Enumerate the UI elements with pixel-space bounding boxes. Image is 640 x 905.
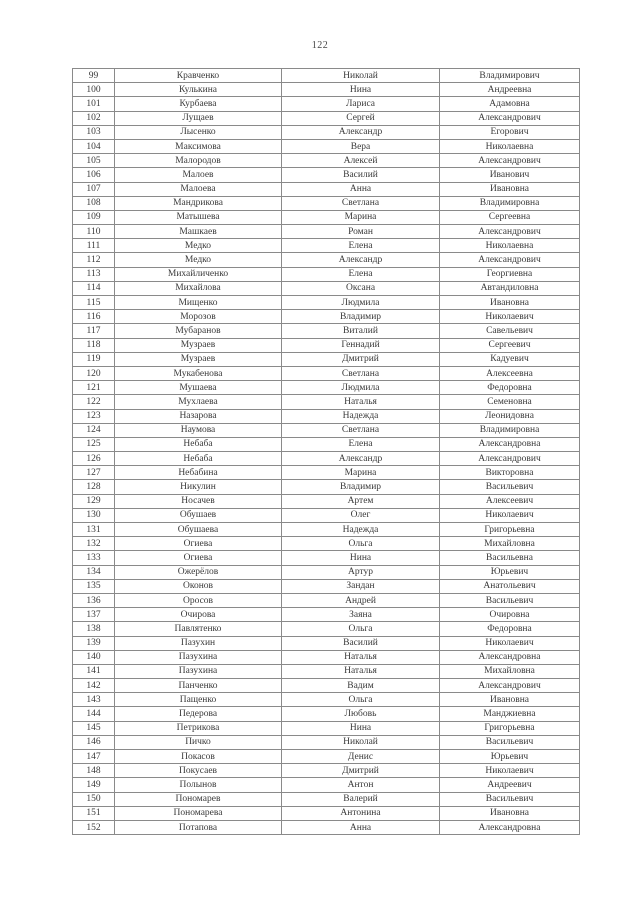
first-name-cell: Светлана	[282, 423, 440, 437]
row-number-cell: 119	[73, 352, 115, 366]
last-name-cell: Пазухина	[115, 664, 282, 678]
last-name-cell: Пазухин	[115, 636, 282, 650]
last-name-cell: Оросов	[115, 593, 282, 607]
first-name-cell: Артем	[282, 494, 440, 508]
row-number-cell: 143	[73, 693, 115, 707]
table-row	[73, 452, 580, 466]
table-row	[73, 750, 580, 764]
patronymic-cell: Васильевич	[440, 480, 580, 494]
first-name-cell: Василий	[282, 168, 440, 182]
table-row	[73, 622, 580, 636]
first-name-cell: Марина	[282, 466, 440, 480]
patronymic-cell: Федоровна	[440, 622, 580, 636]
table-row	[73, 281, 580, 295]
first-name-cell: Надежда	[282, 409, 440, 423]
first-name-cell: Нина	[282, 551, 440, 565]
table-row	[73, 480, 580, 494]
last-name-cell: Мубаранов	[115, 324, 282, 338]
first-name-cell: Алексей	[282, 154, 440, 168]
table-row	[73, 296, 580, 310]
patronymic-cell: Анатольевич	[440, 579, 580, 593]
row-number-cell: 126	[73, 452, 115, 466]
table-row	[73, 225, 580, 239]
patronymic-cell: Васильевна	[440, 551, 580, 565]
first-name-cell: Андрей	[282, 593, 440, 607]
table-row	[73, 437, 580, 451]
row-number-cell: 134	[73, 565, 115, 579]
patronymic-cell: Александрович	[440, 452, 580, 466]
row-number-cell: 128	[73, 480, 115, 494]
first-name-cell: Вадим	[282, 679, 440, 693]
patronymic-cell: Николаевна	[440, 139, 580, 153]
patronymic-cell: Егорович	[440, 125, 580, 139]
row-number-cell: 148	[73, 764, 115, 778]
last-name-cell: Лысенко	[115, 125, 282, 139]
last-name-cell: Полынов	[115, 778, 282, 792]
first-name-cell: Надежда	[282, 523, 440, 537]
table-row	[73, 508, 580, 522]
table-row	[73, 423, 580, 437]
patronymic-cell: Александрович	[440, 679, 580, 693]
patronymic-cell: Сергеевич	[440, 338, 580, 352]
last-name-cell: Лущаев	[115, 111, 282, 125]
patronymic-cell: Васильевич	[440, 593, 580, 607]
last-name-cell: Пономарев	[115, 792, 282, 806]
row-number-cell: 141	[73, 664, 115, 678]
first-name-cell: Светлана	[282, 196, 440, 210]
table-row	[73, 253, 580, 267]
last-name-cell: Морозов	[115, 310, 282, 324]
first-name-cell: Лариса	[282, 97, 440, 111]
patronymic-cell: Викторовна	[440, 466, 580, 480]
row-number-cell: 108	[73, 196, 115, 210]
table-row	[73, 565, 580, 579]
table-row	[73, 551, 580, 565]
first-name-cell: Александр	[282, 452, 440, 466]
table-row	[73, 693, 580, 707]
last-name-cell: Покусаев	[115, 764, 282, 778]
row-number-cell: 123	[73, 409, 115, 423]
table-row	[73, 111, 580, 125]
patronymic-cell: Андреевич	[440, 778, 580, 792]
last-name-cell: Музраев	[115, 338, 282, 352]
row-number-cell: 106	[73, 168, 115, 182]
last-name-cell: Мищенко	[115, 296, 282, 310]
last-name-cell: Педерова	[115, 707, 282, 721]
first-name-cell: Ольга	[282, 537, 440, 551]
last-name-cell: Медко	[115, 239, 282, 253]
table-row	[73, 778, 580, 792]
row-number-cell: 147	[73, 750, 115, 764]
first-name-cell: Антон	[282, 778, 440, 792]
row-number-cell: 132	[73, 537, 115, 551]
row-number-cell: 152	[73, 820, 115, 834]
row-number-cell: 113	[73, 267, 115, 281]
row-number-cell: 138	[73, 622, 115, 636]
table-row	[73, 239, 580, 253]
table-row	[73, 650, 580, 664]
first-name-cell: Зандан	[282, 579, 440, 593]
table-row	[73, 664, 580, 678]
first-name-cell: Александр	[282, 125, 440, 139]
table-row	[73, 182, 580, 196]
table-row	[73, 764, 580, 778]
row-number-cell: 105	[73, 154, 115, 168]
page-number: 122	[311, 40, 329, 51]
last-name-cell: Михайлова	[115, 281, 282, 295]
table-row	[73, 820, 580, 834]
last-name-cell: Очирова	[115, 608, 282, 622]
patronymic-cell: Федоровна	[440, 381, 580, 395]
row-number-cell: 101	[73, 97, 115, 111]
patronymic-cell: Кадуевич	[440, 352, 580, 366]
last-name-cell: Оконов	[115, 579, 282, 593]
row-number-cell: 125	[73, 437, 115, 451]
patronymic-cell: Владимировна	[440, 196, 580, 210]
row-number-cell: 122	[73, 395, 115, 409]
table-row	[73, 721, 580, 735]
row-number-cell: 137	[73, 608, 115, 622]
first-name-cell: Николай	[282, 69, 440, 83]
last-name-cell: Михайличенко	[115, 267, 282, 281]
row-number-cell: 127	[73, 466, 115, 480]
table-row	[73, 210, 580, 224]
first-name-cell: Виталий	[282, 324, 440, 338]
first-name-cell: Антонина	[282, 806, 440, 820]
table-row	[73, 196, 580, 210]
table-row	[73, 324, 580, 338]
patronymic-cell: Савельевич	[440, 324, 580, 338]
first-name-cell: Дмитрий	[282, 352, 440, 366]
last-name-cell: Назарова	[115, 409, 282, 423]
row-number-cell: 99	[73, 69, 115, 83]
patronymic-cell: Алексеевна	[440, 366, 580, 380]
first-name-cell: Николай	[282, 735, 440, 749]
row-number-cell: 112	[73, 253, 115, 267]
patronymic-cell: Николаевич	[440, 310, 580, 324]
table-row	[73, 310, 580, 324]
table-row	[73, 735, 580, 749]
last-name-cell: Малоева	[115, 182, 282, 196]
row-number-cell: 115	[73, 296, 115, 310]
last-name-cell: Курбаева	[115, 97, 282, 111]
patronymic-cell: Владимирович	[440, 69, 580, 83]
patronymic-cell: Автандиловна	[440, 281, 580, 295]
patronymic-cell: Владимировна	[440, 423, 580, 437]
patronymic-cell: Ивановна	[440, 182, 580, 196]
first-name-cell: Марина	[282, 210, 440, 224]
last-name-cell: Мандрикова	[115, 196, 282, 210]
first-name-cell: Светлана	[282, 366, 440, 380]
first-name-cell: Нина	[282, 83, 440, 97]
row-number-cell: 100	[73, 83, 115, 97]
row-number-cell: 104	[73, 139, 115, 153]
row-number-cell: 116	[73, 310, 115, 324]
patronymic-cell: Васильевич	[440, 792, 580, 806]
first-name-cell: Денис	[282, 750, 440, 764]
row-number-cell: 150	[73, 792, 115, 806]
last-name-cell: Панченко	[115, 679, 282, 693]
patronymic-cell: Семеновна	[440, 395, 580, 409]
last-name-cell: Мушаева	[115, 381, 282, 395]
first-name-cell: Сергей	[282, 111, 440, 125]
table-row	[73, 679, 580, 693]
table-row	[73, 366, 580, 380]
patronymic-cell: Александровна	[440, 820, 580, 834]
first-name-cell: Елена	[282, 239, 440, 253]
first-name-cell: Заяна	[282, 608, 440, 622]
first-name-cell: Нина	[282, 721, 440, 735]
first-name-cell: Наталья	[282, 395, 440, 409]
first-name-cell: Валерий	[282, 792, 440, 806]
roster-body	[73, 69, 580, 835]
last-name-cell: Мухлаева	[115, 395, 282, 409]
table-row	[73, 707, 580, 721]
row-number-cell: 103	[73, 125, 115, 139]
patronymic-cell: Александрович	[440, 154, 580, 168]
table-row	[73, 381, 580, 395]
first-name-cell: Ольга	[282, 622, 440, 636]
last-name-cell: Музраев	[115, 352, 282, 366]
patronymic-cell: Николаевич	[440, 636, 580, 650]
row-number-cell: 111	[73, 239, 115, 253]
table-row	[73, 352, 580, 366]
patronymic-cell: Григорьевна	[440, 523, 580, 537]
row-number-cell: 136	[73, 593, 115, 607]
table-row	[73, 806, 580, 820]
first-name-cell: Роман	[282, 225, 440, 239]
table-row	[73, 125, 580, 139]
last-name-cell: Малородов	[115, 154, 282, 168]
patronymic-cell: Георгиевна	[440, 267, 580, 281]
first-name-cell: Наталья	[282, 664, 440, 678]
patronymic-cell: Иванович	[440, 168, 580, 182]
row-number-cell: 120	[73, 366, 115, 380]
patronymic-cell: Сергеевна	[440, 210, 580, 224]
table-row	[73, 537, 580, 551]
patronymic-cell: Николаевна	[440, 239, 580, 253]
table-row	[73, 636, 580, 650]
row-number-cell: 140	[73, 650, 115, 664]
row-number-cell: 146	[73, 735, 115, 749]
patronymic-cell: Андреевна	[440, 83, 580, 97]
table-row	[73, 466, 580, 480]
row-number-cell: 109	[73, 210, 115, 224]
table-row	[73, 409, 580, 423]
row-number-cell: 149	[73, 778, 115, 792]
table-row	[73, 395, 580, 409]
patronymic-cell: Ивановна	[440, 806, 580, 820]
patronymic-cell: Александрович	[440, 111, 580, 125]
last-name-cell: Петрикова	[115, 721, 282, 735]
row-number-cell: 107	[73, 182, 115, 196]
last-name-cell: Пащенко	[115, 693, 282, 707]
patronymic-cell: Васильевич	[440, 735, 580, 749]
last-name-cell: Небаба	[115, 452, 282, 466]
first-name-cell: Любовь	[282, 707, 440, 721]
first-name-cell: Людмила	[282, 296, 440, 310]
row-number-cell: 130	[73, 508, 115, 522]
table-row	[73, 97, 580, 111]
row-number-cell: 133	[73, 551, 115, 565]
roster-table	[72, 68, 580, 835]
first-name-cell: Артур	[282, 565, 440, 579]
table-row	[73, 154, 580, 168]
last-name-cell: Матышева	[115, 210, 282, 224]
last-name-cell: Никулин	[115, 480, 282, 494]
last-name-cell: Максимова	[115, 139, 282, 153]
patronymic-cell: Михайловна	[440, 664, 580, 678]
row-number-cell: 135	[73, 579, 115, 593]
first-name-cell: Елена	[282, 267, 440, 281]
last-name-cell: Павлятенко	[115, 622, 282, 636]
last-name-cell: Пичко	[115, 735, 282, 749]
patronymic-cell: Ивановна	[440, 693, 580, 707]
last-name-cell: Обушаева	[115, 523, 282, 537]
first-name-cell: Анна	[282, 820, 440, 834]
row-number-cell: 144	[73, 707, 115, 721]
table-row	[73, 608, 580, 622]
first-name-cell: Оксана	[282, 281, 440, 295]
last-name-cell: Мукабенова	[115, 366, 282, 380]
first-name-cell: Владимир	[282, 480, 440, 494]
last-name-cell: Кравченко	[115, 69, 282, 83]
row-number-cell: 145	[73, 721, 115, 735]
patronymic-cell: Александровна	[440, 437, 580, 451]
row-number-cell: 139	[73, 636, 115, 650]
patronymic-cell: Михайловна	[440, 537, 580, 551]
last-name-cell: Пономарева	[115, 806, 282, 820]
table-row	[73, 523, 580, 537]
row-number-cell: 131	[73, 523, 115, 537]
patronymic-cell: Александрович	[440, 253, 580, 267]
table-row	[73, 168, 580, 182]
first-name-cell: Ольга	[282, 693, 440, 707]
row-number-cell: 124	[73, 423, 115, 437]
row-number-cell: 117	[73, 324, 115, 338]
first-name-cell: Людмила	[282, 381, 440, 395]
last-name-cell: Огиева	[115, 551, 282, 565]
patronymic-cell: Юрьевич	[440, 565, 580, 579]
table-row	[73, 338, 580, 352]
first-name-cell: Владимир	[282, 310, 440, 324]
patronymic-cell: Ивановна	[440, 296, 580, 310]
table-row	[73, 69, 580, 83]
table-row	[73, 792, 580, 806]
last-name-cell: Покасов	[115, 750, 282, 764]
patronymic-cell: Николаевич	[440, 764, 580, 778]
patronymic-cell: Очировна	[440, 608, 580, 622]
table-row	[73, 593, 580, 607]
patronymic-cell: Николаевич	[440, 508, 580, 522]
patronymic-cell: Манджиевна	[440, 707, 580, 721]
first-name-cell: Александр	[282, 253, 440, 267]
patronymic-cell: Адамовна	[440, 97, 580, 111]
table-row	[73, 83, 580, 97]
last-name-cell: Носачев	[115, 494, 282, 508]
first-name-cell: Василий	[282, 636, 440, 650]
first-name-cell: Елена	[282, 437, 440, 451]
patronymic-cell: Григорьевна	[440, 721, 580, 735]
table-row	[73, 267, 580, 281]
patronymic-cell: Александровна	[440, 650, 580, 664]
row-number-cell: 118	[73, 338, 115, 352]
row-number-cell: 151	[73, 806, 115, 820]
last-name-cell: Потапова	[115, 820, 282, 834]
first-name-cell: Олег	[282, 508, 440, 522]
first-name-cell: Наталья	[282, 650, 440, 664]
last-name-cell: Кулькина	[115, 83, 282, 97]
last-name-cell: Машкаев	[115, 225, 282, 239]
last-name-cell: Небабина	[115, 466, 282, 480]
row-number-cell: 102	[73, 111, 115, 125]
last-name-cell: Медко	[115, 253, 282, 267]
patronymic-cell: Алексеевич	[440, 494, 580, 508]
last-name-cell: Огиева	[115, 537, 282, 551]
first-name-cell: Анна	[282, 182, 440, 196]
first-name-cell: Дмитрий	[282, 764, 440, 778]
first-name-cell: Вера	[282, 139, 440, 153]
last-name-cell: Ожерёлов	[115, 565, 282, 579]
first-name-cell: Геннадий	[282, 338, 440, 352]
row-number-cell: 121	[73, 381, 115, 395]
patronymic-cell: Александрович	[440, 225, 580, 239]
last-name-cell: Обушаев	[115, 508, 282, 522]
table-row	[73, 494, 580, 508]
row-number-cell: 114	[73, 281, 115, 295]
patronymic-cell: Леонидовна	[440, 409, 580, 423]
patronymic-cell: Юрьевич	[440, 750, 580, 764]
row-number-cell: 129	[73, 494, 115, 508]
row-number-cell: 110	[73, 225, 115, 239]
last-name-cell: Небаба	[115, 437, 282, 451]
last-name-cell: Малоев	[115, 168, 282, 182]
table-row	[73, 139, 580, 153]
table-row	[73, 579, 580, 593]
row-number-cell: 142	[73, 679, 115, 693]
last-name-cell: Пазухина	[115, 650, 282, 664]
last-name-cell: Наумова	[115, 423, 282, 437]
